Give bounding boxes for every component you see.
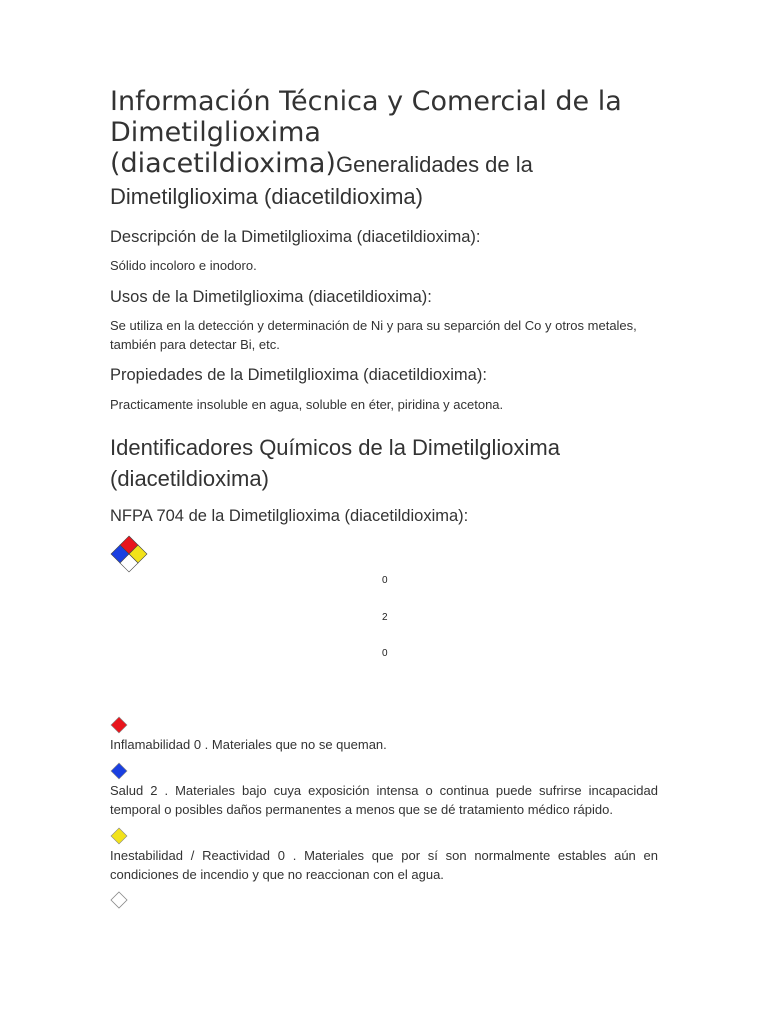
- nfpa-health-number: 2: [382, 612, 388, 623]
- page-title: [110, 86, 658, 212]
- nfpa-heading: NFPA 704 de la Dimetilglioxima (diacetildioxima):: [110, 507, 469, 525]
- description-text: Sólido incoloro e inodoro.: [110, 258, 257, 273]
- flammability-text: Inflamabilidad 0 . Materiales que no se queman.: [110, 737, 387, 752]
- uses-heading: Usos de la Dimetilglioxima (diacetildioxima):: [110, 288, 432, 306]
- properties-heading: Propiedades de la Dimetilglioxima (diacetildioxima):: [110, 366, 487, 384]
- title-main: Información Técnica y Comercial de la Dimetilglioxima (diacetildioxima): [110, 86, 622, 179]
- nfpa-flammability-number: 0: [382, 575, 388, 586]
- uses-text: Se utiliza en la detección y determinación de Ni y para su separción del Co y otros metales, también para detectar Bi, etc.: [110, 318, 637, 352]
- nfpa-diamond-icon: [110, 535, 148, 573]
- description-heading: Descripción de la Dimetilglioxima (diacetildioxima):: [110, 228, 481, 246]
- title-subheading: Generalidades de la Dimetilglioxima (diacetildioxima): [110, 152, 533, 209]
- reactivity-text: Inestabilidad / Reactividad 0 . Materiales que por sí son normalmente estables aún en condiciones de incendio y que no reaccionan con el agua.: [110, 848, 658, 882]
- white-diamond-icon: [110, 891, 128, 909]
- red-diamond-icon: [110, 716, 128, 734]
- identifiers-heading: Identificadores Químicos de la Dimetilglioxima (diacetildioxima): [110, 435, 560, 491]
- yellow-diamond-icon: [110, 827, 128, 845]
- health-text: Salud 2 . Materiales bajo cuya exposición intensa o continua puede sufrirse incapacidad temporal o posibles daños permanentes a menos que se dé tratamiento médico rápido.: [110, 783, 658, 817]
- nfpa-reactivity-number: 0: [382, 648, 388, 659]
- blue-diamond-icon: [110, 762, 128, 780]
- properties-text: Practicamente insoluble en agua, soluble en éter, piridina y acetona.: [110, 397, 504, 412]
